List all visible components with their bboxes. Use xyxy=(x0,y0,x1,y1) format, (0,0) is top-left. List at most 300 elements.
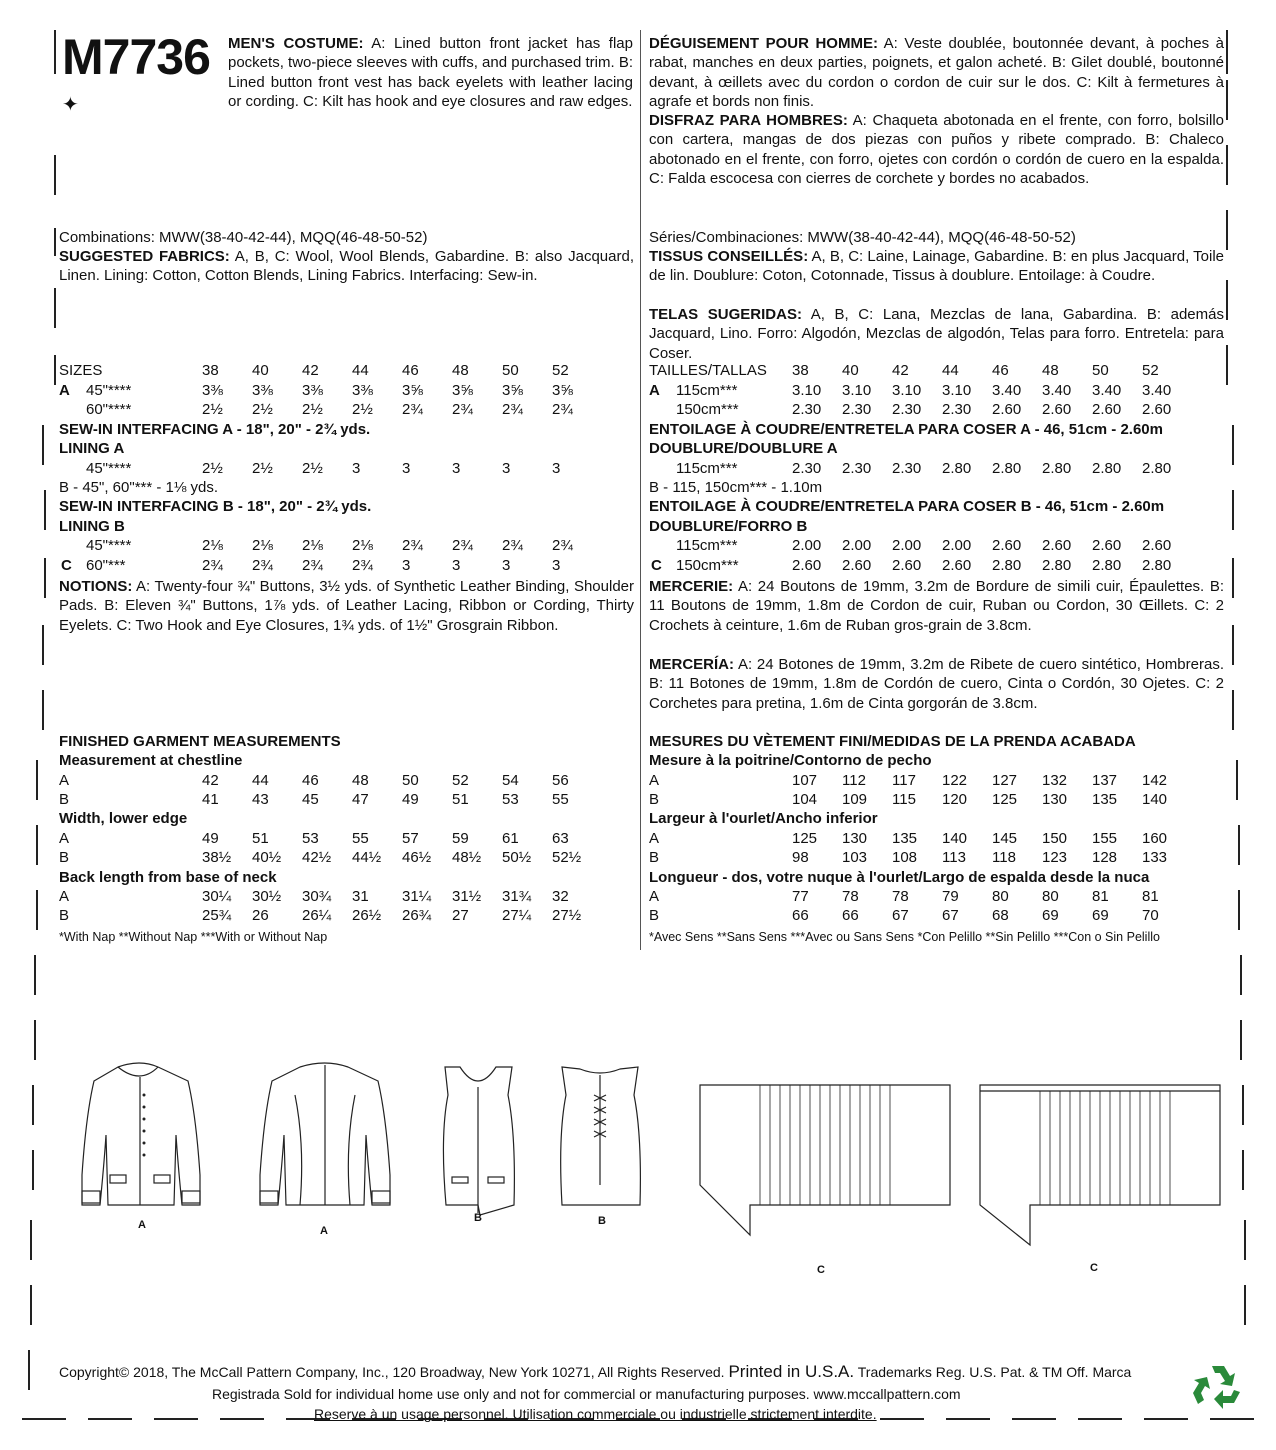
width-label: 150cm*** xyxy=(676,557,739,574)
lining-a: LINING A xyxy=(59,440,125,457)
vest-back-drawing xyxy=(561,1067,641,1205)
table-cell: 2.80 xyxy=(1042,460,1072,477)
table-cell: 3.10 xyxy=(942,382,972,399)
table-cell: 2.80 xyxy=(1142,460,1172,477)
row-label: B xyxy=(59,907,70,924)
margin-mark xyxy=(54,288,56,328)
table-cell: 140 xyxy=(1142,791,1168,808)
notions-fr: MERCERIE: A: 24 Boutons de 19mm, 3.2m de Bordure de simili cuir, Épaulettes. B: 11 Boutons de 19mm, 1.8m de Cordon de cuir, Ruban ou Cordon, 30 Œillets. C: 2 Crochets à ceinture, 1.6m de Ruban gros-grain de 3.8cm. xyxy=(649,578,1224,634)
b-line: B - 45", 60"*** - 1⅛ yds. xyxy=(59,479,219,496)
row-label: A xyxy=(59,830,70,847)
sizes-label: SIZES xyxy=(59,362,103,379)
table-cell: 59 xyxy=(452,830,469,847)
table-cell: 2.00 xyxy=(942,537,972,554)
table-cell: 2.30 xyxy=(892,460,922,477)
combinations-fr: Séries/Combinaciones: MWW(38-40-42-44), MQQ(46-48-50-52) xyxy=(649,229,1076,246)
table-cell: 31¼ xyxy=(402,888,432,905)
row-label: A xyxy=(59,772,70,789)
margin-mark xyxy=(30,1285,32,1325)
interfacing-a: SEW-IN INTERFACING A - 18", 20" - 2¾ yds. xyxy=(59,421,371,438)
margin-mark xyxy=(36,890,38,930)
measurements-title: FINISHED GARMENT MEASUREMENTS xyxy=(59,733,341,750)
table-cell: 2¾ xyxy=(452,401,473,418)
row-label: C xyxy=(61,557,72,574)
margin-mark xyxy=(1232,425,1234,465)
table-cell: 42 xyxy=(302,362,319,379)
table-cell: 41 xyxy=(202,791,219,808)
back-heading: Back length from base of neck xyxy=(59,869,277,886)
row-label: A xyxy=(649,772,660,789)
table-cell: 2.00 xyxy=(842,537,872,554)
table-cell: 2¾ xyxy=(252,557,273,574)
table-cell: 40½ xyxy=(252,849,282,866)
table-cell: 56 xyxy=(552,772,569,789)
table-cell: 38½ xyxy=(202,849,232,866)
sizes-label: TAILLES/TALLAS xyxy=(649,362,767,379)
margin-mark xyxy=(32,1085,34,1125)
chest-heading: Measurement at chestline xyxy=(59,752,243,769)
table-cell: 2¾ xyxy=(352,557,373,574)
table-cell: 52½ xyxy=(552,849,582,866)
table-cell: 98 xyxy=(792,849,809,866)
table-cell: 2⅛ xyxy=(302,537,323,554)
table-cell: 3⅜ xyxy=(352,382,373,399)
table-cell: 2.30 xyxy=(792,460,822,477)
jacket-back-drawing xyxy=(260,1063,390,1205)
row-label: B xyxy=(649,849,660,866)
table-cell: 43 xyxy=(252,791,269,808)
table-cell: 69 xyxy=(1042,907,1059,924)
table-cell: 127 xyxy=(992,772,1018,789)
table-cell: 46 xyxy=(302,772,319,789)
table-cell: 145 xyxy=(992,830,1018,847)
width-label: 115cm*** xyxy=(676,382,738,399)
table-cell: 3.10 xyxy=(842,382,872,399)
table-cell: 44½ xyxy=(352,849,382,866)
table-cell: 107 xyxy=(792,772,818,789)
table-cell: 3.40 xyxy=(1092,382,1122,399)
caption-jacket-back: A xyxy=(320,1225,328,1237)
table-cell: 2.60 xyxy=(1092,401,1122,418)
star-icon: ✦ xyxy=(62,94,79,116)
table-cell: 3 xyxy=(502,460,511,477)
table-cell: 3.10 xyxy=(792,382,822,399)
table-cell: 2.60 xyxy=(992,401,1022,418)
table-cell: 2.60 xyxy=(942,557,972,574)
table-cell: 2.30 xyxy=(842,401,872,418)
table-cell: 2½ xyxy=(202,460,223,477)
table-cell: 3 xyxy=(402,460,411,477)
margin-mark xyxy=(30,1220,32,1260)
table-cell: 49 xyxy=(402,791,419,808)
table-cell: 66 xyxy=(842,907,859,924)
margin-mark xyxy=(1240,1020,1242,1060)
table-cell: 40 xyxy=(252,362,269,379)
table-cell: 68 xyxy=(992,907,1009,924)
table-cell: 52 xyxy=(552,362,569,379)
margin-mark xyxy=(1226,280,1228,320)
table-cell: 53 xyxy=(302,830,319,847)
description-es: DISFRAZ PARA HOMBRES: A: Chaqueta abotonada en el frente, con forro, bolsillo con cartera, mangas de dos piezas con puños y ribete comprado. B: Chaleco abotonado en el frente, con forro, ojetes con cordón o cordón de cuero en la espalda. C: Falda escocesa con cierres de corchete y bordes no acabados. xyxy=(649,112,1225,188)
table-cell: 3.40 xyxy=(1042,382,1072,399)
table-cell: 46 xyxy=(402,362,419,379)
margin-mark xyxy=(36,760,38,800)
table-cell: 109 xyxy=(842,791,868,808)
table-cell: 3⅝ xyxy=(402,382,423,399)
margin-mark xyxy=(1240,955,1242,995)
footer-line-3: Reserve à un usage personnel. Utilisation commerciale ou industrielle strictement interdite. xyxy=(314,1406,877,1422)
kilt-front-drawing xyxy=(700,1085,950,1235)
table-cell: 2¾ xyxy=(552,537,573,554)
table-cell: 2.60 xyxy=(1042,537,1072,554)
row-label: A xyxy=(59,888,70,905)
description-en: MEN'S COSTUME: A: Lined button front jacket has flap pockets, two-piece sleeves with cuffs, and purchased trim. B: Lined button front vest has back eyelets with leather lacing or cording. C: Kilt has hook and eye closures and raw edges. xyxy=(228,35,633,111)
table-cell: 30½ xyxy=(252,888,282,905)
table-cell: 2.60 xyxy=(1042,401,1072,418)
table-cell: 3⅜ xyxy=(302,382,323,399)
margin-mark xyxy=(32,1150,34,1190)
table-cell: 31½ xyxy=(452,888,482,905)
table-cell: 42½ xyxy=(302,849,332,866)
table-cell: 2.80 xyxy=(1092,460,1122,477)
width-label: 115cm*** xyxy=(676,460,738,477)
table-cell: 2⅛ xyxy=(252,537,273,554)
table-cell: 2.00 xyxy=(792,537,822,554)
combinations-en: Combinations: MWW(38-40-42-44), MQQ(46-48-50-52) xyxy=(59,229,428,246)
jacket-front-drawing xyxy=(82,1063,200,1205)
margin-mark xyxy=(1244,1285,1246,1325)
table-cell: 2.60 xyxy=(792,557,822,574)
table-cell: 125 xyxy=(792,830,818,847)
table-cell: 30¼ xyxy=(202,888,232,905)
table-cell: 108 xyxy=(892,849,918,866)
table-cell: 44 xyxy=(352,362,369,379)
caption-kilt-front: C xyxy=(817,1264,825,1276)
table-cell: 63 xyxy=(552,830,569,847)
width-label: 115cm*** xyxy=(676,537,738,554)
table-cell: 2.60 xyxy=(992,537,1022,554)
table-cell: 42 xyxy=(892,362,909,379)
margin-mark xyxy=(1232,690,1234,730)
table-cell: 52 xyxy=(452,772,469,789)
table-cell: 125 xyxy=(992,791,1018,808)
margin-mark xyxy=(54,355,56,385)
vest-front-drawing xyxy=(443,1067,514,1215)
table-cell: 38 xyxy=(202,362,219,379)
table-cell: 2⅛ xyxy=(352,537,373,554)
table-cell: 2½ xyxy=(252,401,273,418)
margin-mark xyxy=(44,490,46,530)
lining-a: DOUBLURE/DOUBLURE A xyxy=(649,440,838,457)
table-cell: 113 xyxy=(942,849,966,866)
table-cell: 25¾ xyxy=(202,907,232,924)
margin-mark xyxy=(42,690,44,730)
margin-mark xyxy=(54,228,56,256)
table-cell: 57 xyxy=(402,830,419,847)
width-label: 60"*** xyxy=(86,557,126,574)
margin-mark xyxy=(42,625,44,665)
table-cell: 31 xyxy=(352,888,369,905)
width-label: 45"**** xyxy=(86,460,132,477)
table-cell: 81 xyxy=(1092,888,1109,905)
table-cell: 2.60 xyxy=(1092,537,1122,554)
table-cell: 26 xyxy=(252,907,269,924)
table-cell: 46 xyxy=(992,362,1009,379)
table-cell: 2½ xyxy=(302,401,323,418)
table-cell: 48 xyxy=(452,362,469,379)
table-cell: 2.80 xyxy=(1092,557,1122,574)
table-cell: 49 xyxy=(202,830,219,847)
table-cell: 50 xyxy=(502,362,519,379)
margin-mark xyxy=(1238,825,1240,865)
table-cell: 79 xyxy=(942,888,959,905)
table-cell: 45 xyxy=(302,791,319,808)
table-cell: 81 xyxy=(1142,888,1159,905)
margin-mark xyxy=(1236,760,1238,800)
table-cell: 137 xyxy=(1092,772,1118,789)
margin-mark xyxy=(36,825,38,865)
row-label: A xyxy=(649,830,660,847)
table-cell: 2.60 xyxy=(1142,401,1172,418)
table-cell: 2.30 xyxy=(842,460,872,477)
table-cell: 3⅜ xyxy=(202,382,223,399)
margin-mark xyxy=(54,30,56,74)
table-cell: 3⅝ xyxy=(452,382,473,399)
table-cell: 78 xyxy=(892,888,909,905)
description-fr: DÉGUISEMENT POUR HOMME: A: Veste doublée, boutonnée devant, à poches à rabat, manches en deux parties, poignets, et galon acheté. B: Gilet doublé, boutonné devant, à œillets avec du cordon o cordon de cuir sur le dos. C: Kilt à fermetures à agrafe et bords non finis. xyxy=(649,35,1224,111)
table-cell: 103 xyxy=(842,849,868,866)
table-cell: 122 xyxy=(942,772,968,789)
margin-mark xyxy=(1226,145,1228,185)
table-cell: 117 xyxy=(892,772,916,789)
table-cell: 44 xyxy=(252,772,269,789)
caption-vest-back: B xyxy=(598,1215,606,1227)
table-cell: 120 xyxy=(942,791,968,808)
table-cell: 2¾ xyxy=(402,401,423,418)
table-cell: 50½ xyxy=(502,849,532,866)
table-cell: 118 xyxy=(992,849,1016,866)
interfacing-b: ENTOILAGE À COUDRE/ENTRETELA PARA COSER B - 46, 51cm - 2.60m xyxy=(649,498,1165,515)
table-cell: 40 xyxy=(842,362,859,379)
table-cell: 77 xyxy=(792,888,809,905)
table-cell: 47 xyxy=(352,791,369,808)
table-cell: 2.00 xyxy=(892,537,922,554)
table-cell: 3 xyxy=(402,557,411,574)
table-cell: 51 xyxy=(252,830,269,847)
table-cell: 160 xyxy=(1142,830,1168,847)
table-cell: 52 xyxy=(1142,362,1159,379)
table-cell: 3.40 xyxy=(992,382,1022,399)
table-cell: 26½ xyxy=(352,907,382,924)
interfacing-b: SEW-IN INTERFACING B - 18", 20" - 2¾ yds. xyxy=(59,498,372,515)
width-heading: Largeur à l'ourlet/Ancho inferior xyxy=(649,810,878,827)
table-cell: 2½ xyxy=(352,401,373,418)
table-cell: 140 xyxy=(942,830,968,847)
table-cell: 2.80 xyxy=(992,460,1022,477)
table-cell: 2¾ xyxy=(452,537,473,554)
table-cell: 2.30 xyxy=(792,401,822,418)
table-cell: 133 xyxy=(1142,849,1168,866)
table-cell: 150 xyxy=(1042,830,1068,847)
table-cell: 67 xyxy=(942,907,959,924)
table-cell: 3 xyxy=(552,557,561,574)
margin-mark xyxy=(1232,558,1234,598)
table-cell: 2.30 xyxy=(892,401,922,418)
table-cell: 104 xyxy=(792,791,818,808)
notions-en: NOTIONS: A: Twenty-four ¾" Buttons, 3½ yds. of Synthetic Leather Binding, Shoulder Pads. B: Eleven ¾" Buttons, 1⅞ yds. of Leather Lacing, Ribbon or Cording, Thirty Eyelets. C: Two Hook and Eye Closures, 1¾ yds. of 1½" Grosgrain Ribbon. xyxy=(59,578,634,634)
table-cell: 2.60 xyxy=(1142,537,1172,554)
table-cell: 2.30 xyxy=(942,401,972,418)
chest-heading: Mesure à la poitrine/Contorno de pecho xyxy=(649,752,932,769)
table-cell: 2½ xyxy=(302,460,323,477)
margin-mark xyxy=(54,155,56,195)
table-cell: 27¼ xyxy=(502,907,532,924)
table-cell: 32 xyxy=(552,888,569,905)
table-cell: 115 xyxy=(892,791,916,808)
row-label: C xyxy=(651,557,662,574)
garment-illustrations xyxy=(50,1055,1250,1285)
row-label: A xyxy=(649,382,660,399)
row-label: B xyxy=(649,791,660,808)
table-cell: 2⅛ xyxy=(202,537,223,554)
table-cell: 70 xyxy=(1142,907,1159,924)
table-cell: 26¾ xyxy=(402,907,432,924)
table-cell: 132 xyxy=(1042,772,1068,789)
table-cell: 44 xyxy=(942,362,959,379)
table-cell: 80 xyxy=(1042,888,1059,905)
table-cell: 3⅝ xyxy=(502,382,523,399)
caption-kilt-back: C xyxy=(1090,1262,1098,1274)
table-cell: 2.80 xyxy=(942,460,972,477)
table-cell: 50 xyxy=(1092,362,1109,379)
table-cell: 3⅝ xyxy=(552,382,573,399)
nap-note: *With Nap **Without Nap ***With or Without Nap xyxy=(59,930,328,944)
lining-b: DOUBLURE/FORRO B xyxy=(649,518,808,535)
table-cell: 3 xyxy=(552,460,561,477)
caption-jacket-front: A xyxy=(138,1219,146,1231)
table-cell: 55 xyxy=(552,791,569,808)
table-cell: 112 xyxy=(842,772,866,789)
margin-mark xyxy=(34,1020,36,1060)
table-cell: 31¾ xyxy=(502,888,532,905)
table-cell: 50 xyxy=(402,772,419,789)
row-label: A xyxy=(59,382,70,399)
table-cell: 135 xyxy=(1092,791,1118,808)
table-cell: 128 xyxy=(1092,849,1118,866)
table-cell: 69 xyxy=(1092,907,1109,924)
table-cell: 51 xyxy=(452,791,469,808)
table-cell: 3 xyxy=(452,557,461,574)
table-cell: 2.80 xyxy=(1042,557,1072,574)
margin-mark xyxy=(44,558,46,598)
table-cell: 2½ xyxy=(202,401,223,418)
kilt-back-drawing xyxy=(980,1085,1220,1245)
width-label: 45"**** xyxy=(86,537,132,554)
margin-mark xyxy=(28,1350,30,1390)
table-cell: 48½ xyxy=(452,849,482,866)
table-cell: 27 xyxy=(452,907,469,924)
table-cell: 2.60 xyxy=(842,557,872,574)
table-cell: 2.80 xyxy=(1142,557,1172,574)
table-cell: 38 xyxy=(792,362,809,379)
row-label: B xyxy=(59,791,70,808)
margin-mark xyxy=(1226,345,1228,385)
table-cell: 53 xyxy=(502,791,519,808)
table-cell: 2.80 xyxy=(992,557,1022,574)
table-cell: 42 xyxy=(202,772,219,789)
table-cell: 142 xyxy=(1142,772,1168,789)
fabrics-es: TELAS SUGERIDAS: A, B, C: Lana, Mezclas de lana, Gabardina. B: además Jacquard, Lino. Forro: Algodón, Mezclas de algodón, Telas para forro. Entretela: para Coser. xyxy=(649,306,1224,362)
margin-mark xyxy=(34,955,36,995)
table-cell: 48 xyxy=(352,772,369,789)
margin-mark xyxy=(1226,210,1228,250)
b-line: B - 115, 150cm*** - 1.10m xyxy=(649,479,823,496)
margin-mark xyxy=(1232,625,1234,665)
table-cell: 55 xyxy=(352,830,369,847)
fabrics-en: SUGGESTED FABRICS: A, B, C: Wool, Wool Blends, Gabardine. B: also Jacquard, Linen. Lining: Cotton, Cotton Blends, Lining Fabrics. Interfacing: Sew-in. xyxy=(59,248,634,285)
width-heading: Width, lower edge xyxy=(59,810,188,827)
table-cell: 61 xyxy=(502,830,519,847)
table-cell: 30¾ xyxy=(302,888,332,905)
table-cell: 2¾ xyxy=(552,401,573,418)
table-cell: 2.60 xyxy=(892,557,922,574)
margin-mark xyxy=(1226,30,1228,74)
row-label: B xyxy=(649,907,660,924)
table-cell: 2½ xyxy=(252,460,273,477)
recycle-icon xyxy=(1190,1362,1246,1414)
table-cell: 66 xyxy=(792,907,809,924)
interfacing-a: ENTOILAGE À COUDRE/ENTRETELA PARA COSER A - 46, 51cm - 2.60m xyxy=(649,421,1163,438)
table-cell: 78 xyxy=(842,888,859,905)
table-cell: 130 xyxy=(842,830,868,847)
table-cell: 130 xyxy=(1042,791,1068,808)
table-cell: 2¾ xyxy=(302,557,323,574)
table-cell: 3⅜ xyxy=(252,382,273,399)
pattern-number: M7736 xyxy=(62,29,210,85)
table-cell: 3.40 xyxy=(1142,382,1172,399)
table-cell: 2¾ xyxy=(502,401,523,418)
table-cell: 54 xyxy=(502,772,519,789)
width-label: 60"**** xyxy=(86,401,132,418)
margin-mark xyxy=(1226,80,1228,120)
table-cell: 67 xyxy=(892,907,909,924)
table-cell: 26¼ xyxy=(302,907,332,924)
row-label: A xyxy=(649,888,660,905)
footer-line-1: Copyright© 2018, The McCall Pattern Company, Inc., 120 Broadway, New York 10271, All Rights Reserved. Printed in U.S.A. Trademarks Reg. U.S. Pat. & TM Off. Marca xyxy=(59,1362,1132,1381)
table-cell: 2¾ xyxy=(402,537,423,554)
table-cell: 2¾ xyxy=(502,537,523,554)
table-cell: 80 xyxy=(992,888,1009,905)
width-label: 150cm*** xyxy=(676,401,739,418)
margin-mark xyxy=(1238,890,1240,930)
width-label: 45"**** xyxy=(86,382,132,399)
footer-line-2: Registrada Sold for individual home use only and not for commercial or manufacturing purposes. www.mccallpattern.com xyxy=(212,1386,961,1402)
table-cell: 123 xyxy=(1042,849,1068,866)
table-cell: 155 xyxy=(1092,830,1118,847)
back-heading: Longueur - dos, votre nuque à l'ourlet/Largo de espalda desde la nuca xyxy=(649,869,1150,886)
nap-note: *Avec Sens **Sans Sens ***Avec ou Sans Sens *Con Pelillo **Sin Pelillo ***Con o Sin Pelillo xyxy=(649,930,1160,944)
margin-mark xyxy=(42,425,44,465)
table-cell: 3 xyxy=(352,460,361,477)
measurements-title: MESURES DU VÈTEMENT FINI/MEDIDAS DE LA PRENDA ACABADA xyxy=(649,733,1136,750)
margin-mark xyxy=(1232,490,1234,530)
table-cell: 2¾ xyxy=(202,557,223,574)
table-cell: 3 xyxy=(502,557,511,574)
table-cell: 46½ xyxy=(402,849,432,866)
table-cell: 48 xyxy=(1042,362,1059,379)
table-cell: 3 xyxy=(452,460,461,477)
table-cell: 135 xyxy=(892,830,918,847)
